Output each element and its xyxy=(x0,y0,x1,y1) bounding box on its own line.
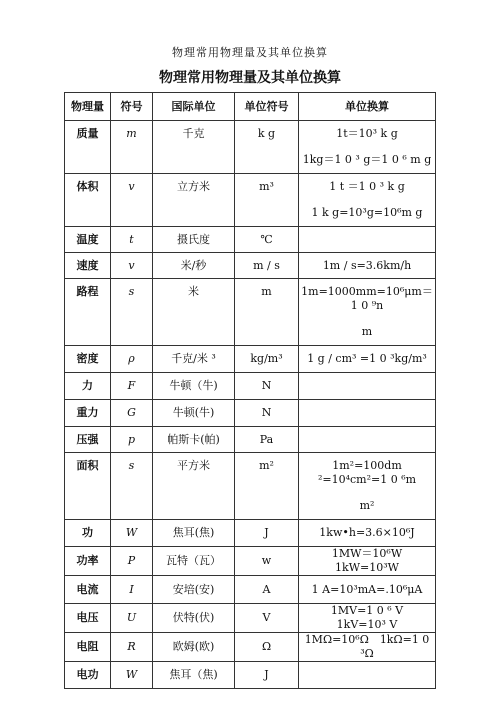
symbol-cell: v xyxy=(111,174,153,227)
table-row xyxy=(65,662,436,689)
quantity-cell: 功 xyxy=(65,520,111,547)
page-title: 物理常用物理量及其单位换算 xyxy=(159,70,341,86)
conversion-cell xyxy=(299,576,436,604)
conversion-line: 1 A=10³mA=.10⁶μA xyxy=(311,582,423,596)
quantity-cell: 密度 xyxy=(65,346,111,373)
quantity-cell: 温度 xyxy=(65,227,111,253)
table-row xyxy=(65,400,436,427)
symbol-cell: R xyxy=(111,633,153,662)
symbol-cell: I xyxy=(111,576,153,604)
symbol-cell: G xyxy=(111,400,153,427)
table-row xyxy=(65,427,436,453)
conversion-line: m² xyxy=(359,499,375,512)
unit-symbol-cell: N xyxy=(235,400,299,427)
conversion-line: 1 g / cm³ =1 0 ³kg/m³ xyxy=(307,352,427,365)
si-unit-cell: 伏特(伏) xyxy=(153,604,235,633)
si-unit-cell: 帕斯卡(帕) xyxy=(153,427,235,453)
conversion-line: 1t＝10³ k g xyxy=(336,127,398,140)
table-row xyxy=(65,373,436,400)
unit-symbol-cell: w xyxy=(235,547,299,576)
conversion-cell xyxy=(299,520,436,547)
page-header: 物理常用物理量及其单位换算 xyxy=(172,46,328,59)
si-unit-cell: 平方米 xyxy=(153,453,235,520)
si-unit-cell: 牛顿(牛) xyxy=(153,400,235,427)
si-unit-cell: 千克 xyxy=(153,121,235,174)
table-row xyxy=(65,174,436,227)
table-row xyxy=(65,346,436,373)
quantity-cell: 面积 xyxy=(65,453,111,520)
quantity-cell: 压强 xyxy=(65,427,111,453)
conversion-line: m xyxy=(361,325,373,338)
conversion-cell xyxy=(299,373,436,400)
quantity-cell: 电流 xyxy=(65,576,111,604)
symbol-cell: s xyxy=(111,453,153,520)
column-header-conversion: 单位换算 xyxy=(299,93,436,121)
table-row xyxy=(65,121,436,174)
quantity-cell: 电压 xyxy=(65,604,111,633)
symbol-cell: m xyxy=(111,121,153,174)
unit-symbol-cell: A xyxy=(235,576,299,604)
symbol-cell: P xyxy=(111,547,153,576)
conversion-line: 1m²=100dm ²=10⁴cm²=1 0 ⁶m xyxy=(317,459,417,486)
table-row xyxy=(65,547,436,576)
column-header-unit-symbol: 单位符号 xyxy=(235,93,299,121)
conversion-line: 1m=1000mm=10⁶μm＝1 0 ⁹n xyxy=(301,285,433,312)
table-row xyxy=(65,520,436,547)
si-unit-cell: 焦耳（焦) xyxy=(153,662,235,689)
quantity-cell: 功率 xyxy=(65,547,111,576)
unit-symbol-cell: m / s xyxy=(235,253,299,279)
unit-symbol-cell: ℃ xyxy=(235,227,299,253)
column-header-si-unit: 国际单位 xyxy=(153,93,235,121)
quantity-cell: 力 xyxy=(65,373,111,400)
symbol-cell: t xyxy=(111,227,153,253)
table-row xyxy=(65,453,436,520)
symbol-cell: v xyxy=(111,253,153,279)
unit-conversion-table xyxy=(64,92,436,689)
unit-symbol-cell: J xyxy=(235,662,299,689)
table-row xyxy=(65,227,436,253)
quantity-cell: 电阻 xyxy=(65,633,111,662)
conversion-cell xyxy=(299,346,436,373)
symbol-cell: ρ xyxy=(111,346,153,373)
quantity-cell: 质量 xyxy=(65,121,111,174)
conversion-line: 1MΩ=10⁶Ω 1kΩ=1 0 ³Ω xyxy=(304,633,430,660)
symbol-cell: F xyxy=(111,373,153,400)
unit-symbol-cell: N xyxy=(235,373,299,400)
si-unit-cell: 千克/米 ³ xyxy=(153,346,235,373)
table-row xyxy=(65,253,436,279)
conversion-line: 1MV=1 0 ⁶ V 1kV=10³ V xyxy=(330,604,426,631)
table-row xyxy=(65,279,436,346)
unit-symbol-cell: Pa xyxy=(235,427,299,453)
unit-symbol-cell: k g xyxy=(235,121,299,174)
conversion-cell xyxy=(299,547,436,576)
conversion-cell xyxy=(299,227,436,253)
table-row xyxy=(65,604,436,633)
conversion-line: 1m / s=3.6km/h xyxy=(322,258,412,272)
quantity-cell: 重力 xyxy=(65,400,111,427)
si-unit-cell: 米 xyxy=(153,279,235,346)
conversion-cell xyxy=(299,121,436,174)
quantity-cell: 体积 xyxy=(65,174,111,227)
conversion-line: 1 t ＝1 0 ³ k g xyxy=(329,180,405,193)
si-unit-cell: 立方米 xyxy=(153,174,235,227)
quantity-cell: 路程 xyxy=(65,279,111,346)
table-row xyxy=(65,576,436,604)
symbol-cell: W xyxy=(111,520,153,547)
unit-symbol-cell: J xyxy=(235,520,299,547)
si-unit-cell: 米/秒 xyxy=(153,253,235,279)
conversion-cell xyxy=(299,400,436,427)
unit-symbol-cell: m xyxy=(235,279,299,346)
table-header-row xyxy=(65,93,436,121)
conversion-cell xyxy=(299,453,436,520)
unit-symbol-cell: m³ xyxy=(235,174,299,227)
si-unit-cell: 安培(安) xyxy=(153,576,235,604)
unit-symbol-cell: m² xyxy=(235,453,299,520)
si-unit-cell: 欧姆(欧) xyxy=(153,633,235,662)
conversion-line: 1kw•h=3.6×10⁶J xyxy=(319,526,415,539)
symbol-cell: U xyxy=(111,604,153,633)
symbol-cell: W xyxy=(111,662,153,689)
si-unit-cell: 瓦特（瓦） xyxy=(153,547,235,576)
quantity-cell: 电功 xyxy=(65,662,111,689)
si-unit-cell: 摄氏度 xyxy=(153,227,235,253)
conversion-line: 1kg＝1 0 ³ g＝1 0 ⁶ m g xyxy=(302,153,432,166)
conversion-cell xyxy=(299,253,436,279)
conversion-cell xyxy=(299,604,436,633)
conversion-cell xyxy=(299,279,436,346)
si-unit-cell: 牛顿（牛) xyxy=(153,373,235,400)
column-header-quantity: 物理量 xyxy=(65,93,111,121)
column-header-symbol: 符号 xyxy=(111,93,153,121)
table-body xyxy=(65,121,436,689)
conversion-line: 1 k g=10³g=10⁶m g xyxy=(311,206,423,219)
conversion-line: 1MW＝10⁶W 1kW=10³W xyxy=(331,547,425,574)
conversion-cell xyxy=(299,427,436,453)
unit-symbol-cell: V xyxy=(235,604,299,633)
unit-symbol-cell: kg/m³ xyxy=(235,346,299,373)
si-unit-cell: 焦耳(焦) xyxy=(153,520,235,547)
table-row xyxy=(65,633,436,662)
symbol-cell: p xyxy=(111,427,153,453)
quantity-cell: 速度 xyxy=(65,253,111,279)
symbol-cell: s xyxy=(111,279,153,346)
unit-symbol-cell: Ω xyxy=(235,633,299,662)
conversion-cell xyxy=(299,633,436,662)
conversion-cell xyxy=(299,662,436,689)
conversion-cell xyxy=(299,174,436,227)
